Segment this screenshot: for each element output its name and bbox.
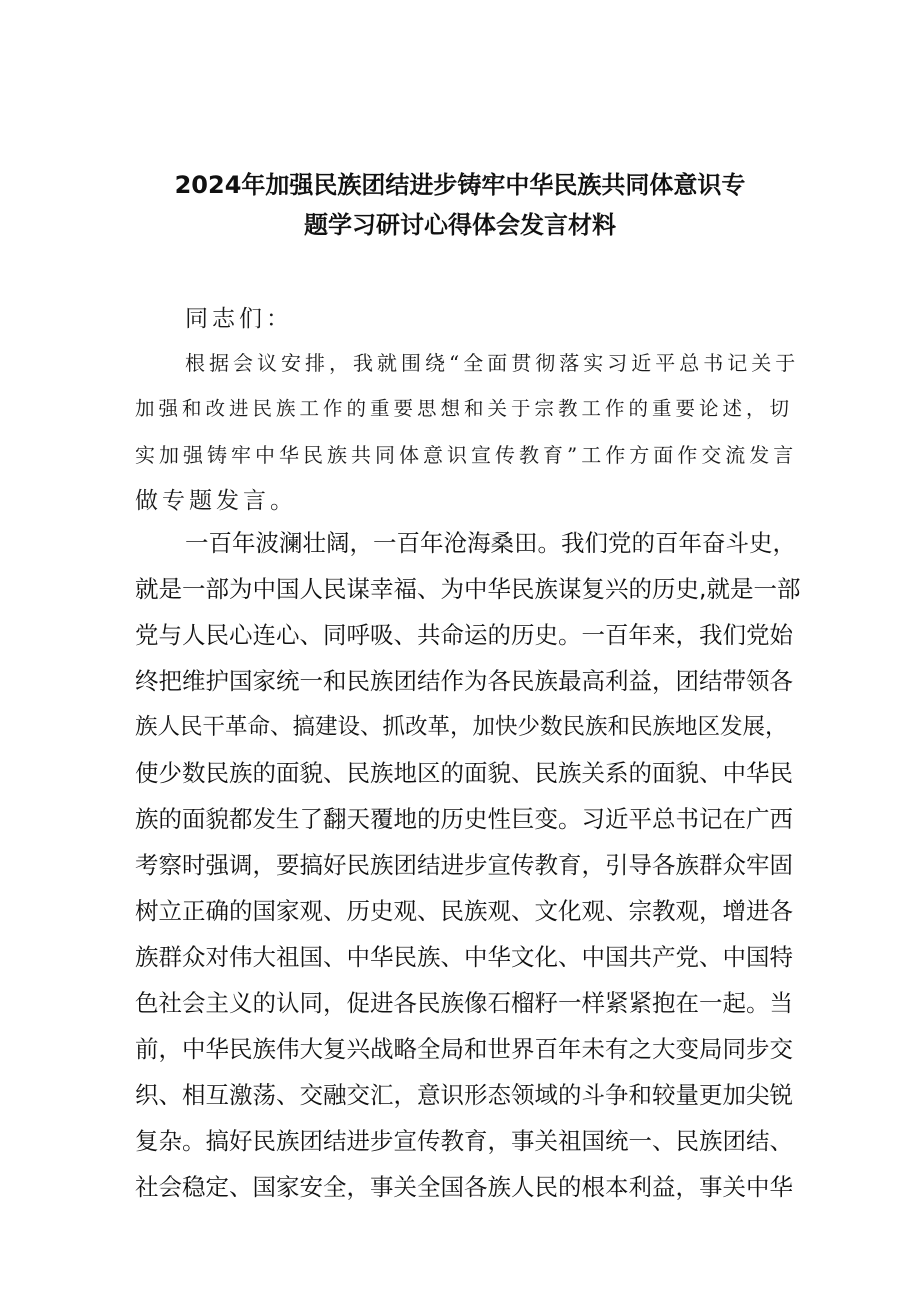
body-line-8: 考察时强调，要搞好民族团结进步宣传教育，引导各族群众牢固 — [135, 851, 793, 879]
intro-line-2: 加强和改进民族工作的重要思想和关于宗教工作的重要论述，切 — [135, 397, 794, 420]
body-line-7: 族的面貌都发生了翻天覆地的历史性巨变。习近平总书记在广西 — [135, 805, 793, 833]
body-line-6: 使少数民族的面貌、民族地区的面貌、民族关系的面貌、中华民 — [135, 759, 793, 787]
body-line-4: 终把维护国家统一和民族团结作为各民族最高利益，团结带领各 — [135, 667, 793, 695]
body-line-3: 党与人民心连心、同呼吸、共命运的历史。一百年来，我们党始 — [135, 621, 793, 649]
intro-line-1: 根据会议安排，我就围绕“全面贯彻落实习近平总书记关于 — [185, 351, 800, 375]
body-line-1: 一百年波澜壮阔，一百年沧海桑田。我们党的百年奋斗史， — [185, 529, 796, 557]
document-title-line-2: 题学习研讨心得体会发言材料 — [304, 211, 616, 239]
document-title-line-1: 2024年加强民族团结进步铸牢中华民族共同体意识专 — [174, 171, 746, 199]
salutation: 同志们： — [185, 306, 293, 332]
body-line-2: 就是一部为中国人民谋幸福、为中华民族谋复兴的历史,就是一部 — [135, 575, 801, 603]
body-line-12: 前，中华民族伟大复兴战略全局和世界百年未有之大变局同步交 — [135, 1035, 793, 1063]
body-line-14: 复杂。搞好民族团结进步宣传教育，事关祖国统一、民族团结、 — [135, 1127, 793, 1155]
body-line-5: 族人民干革命、搞建设、抓改革，加快少数民族和民族地区发展， — [135, 714, 788, 740]
intro-line-3: 实加强铸牢中华民族共同体意识宣传教育”工作方面作交流发言 — [135, 443, 798, 467]
body-line-15: 社会稳定、国家安全，事关全国各族人民的根本利益，事关中华 — [135, 1173, 793, 1201]
intro-line-4: 做专题发言。 — [135, 488, 297, 514]
body-line-9: 树立正确的国家观、历史观、民族观、文化观、宗教观，增进各 — [135, 897, 793, 925]
body-line-11: 色社会主义的认同，促进各民族像石榴籽一样紧紧抱在一起。当 — [135, 989, 793, 1017]
body-line-13: 织、相互激荡、交融交汇，意识形态领域的斗争和较量更加尖锐 — [135, 1081, 793, 1109]
body-line-10: 族群众对伟大祖国、中华民族、中华文化、中国共产党、中国特 — [135, 943, 793, 971]
